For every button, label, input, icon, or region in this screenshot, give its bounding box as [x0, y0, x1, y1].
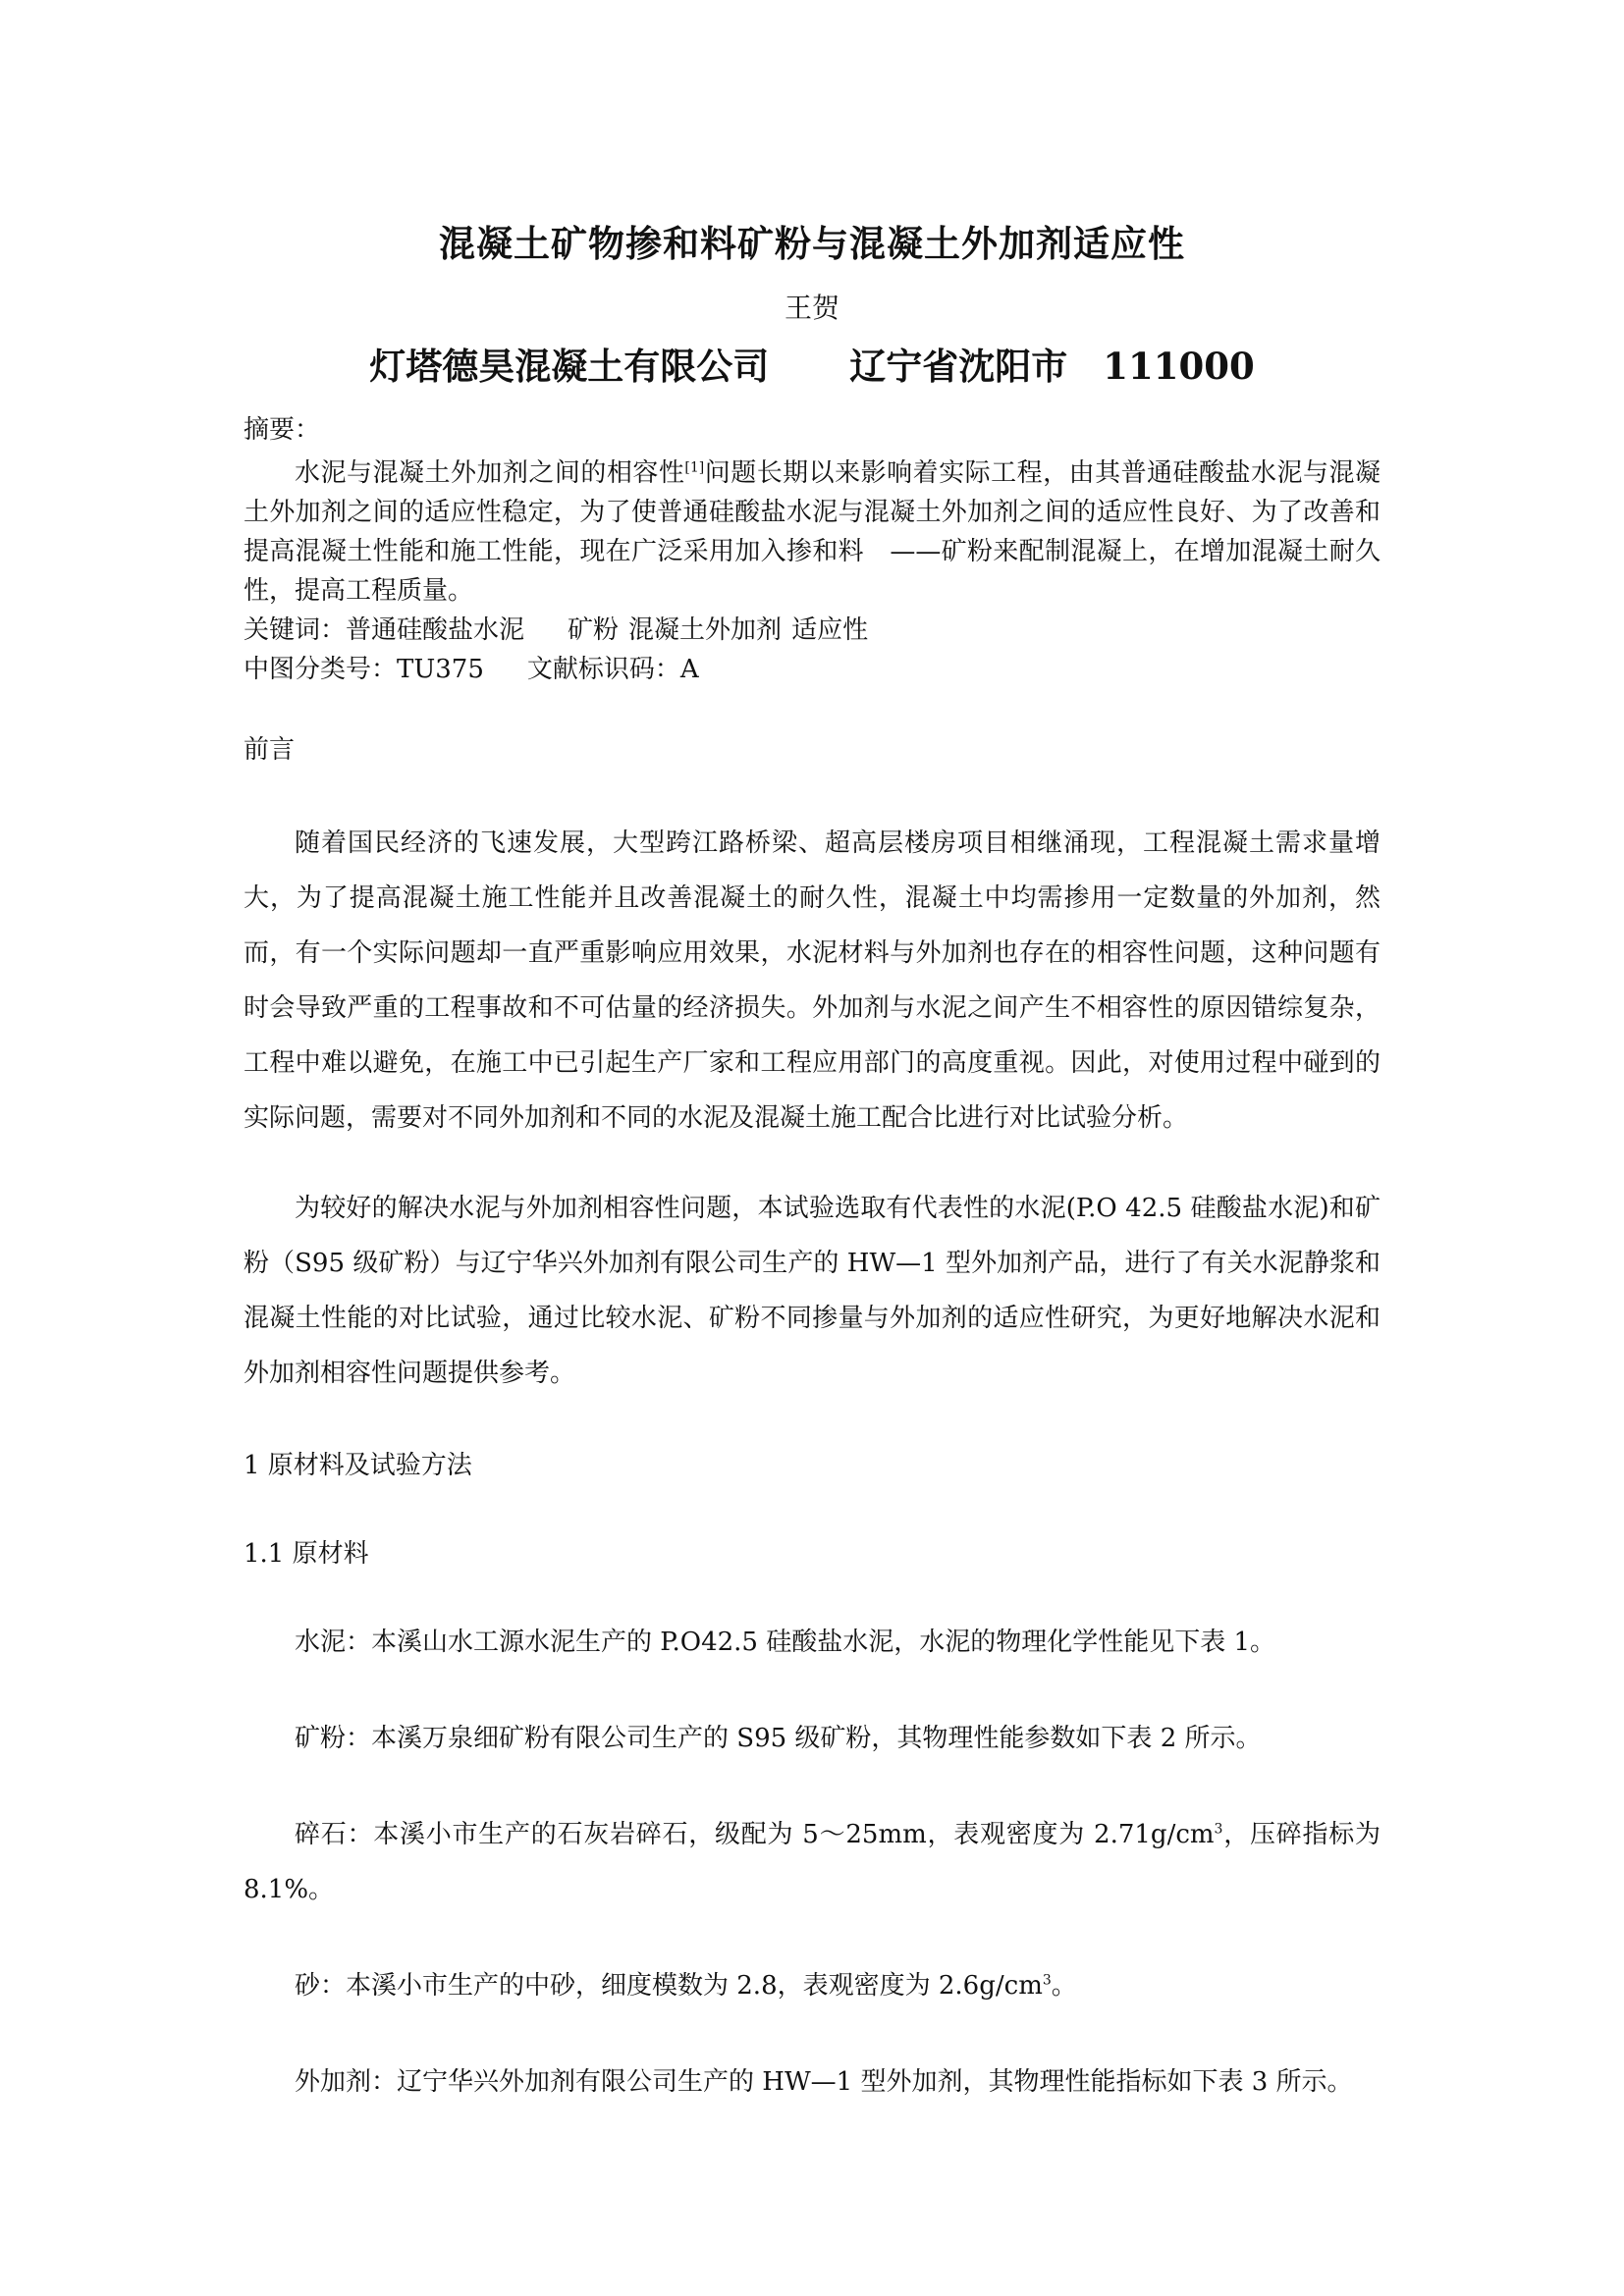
clc-value: TU375: [397, 655, 484, 684]
document-body: [244, 410, 1380, 2135]
keyword-4: 适应性: [791, 615, 869, 645]
doc-code-label: 文献标识码：: [526, 655, 680, 684]
abstract-text: [244, 454, 1380, 611]
keyword-3: 混凝土外加剂: [628, 615, 783, 645]
abstract-text-b: 问题长期以来影响着实际工程，由其普通硅酸盐水泥与混凝土外加剂之间的适应性稳定，为了使普通硅酸盐水泥与混凝土外加剂之间的适应性良好、为了改善和提高混凝土性能和施工性能，现在广泛采用加入掺和料 ——矿粉来配制混凝上，在增加混凝土耐久性，提高工程质量。: [244, 458, 1380, 606]
classification-line: [244, 650, 1380, 689]
section-1-heading: 1 原材料及试验方法: [244, 1451, 472, 1480]
paper-title: 混凝土矿物掺和料矿粉与混凝土外加剂适应性: [439, 222, 1185, 265]
abstract-text-a: 水泥与混凝土外加剂之间的相容性: [295, 458, 685, 488]
clc-label: 中图分类号：: [244, 655, 398, 684]
preface-paragraph-1: 随着国民经济的飞速发展，大型跨江路桥梁、超高层楼房项目相继涌现，工程混凝土需求量增大，为了提高混凝土施工性能并且改善混凝土的耐久性，混凝土中均需掺用一定数量的外加剂，然而，有一个实际问题却一直严重影响应用效果，水泥材料与外加剂也存在的相容性问题，这种问题有时会导致严重的工程事故和不可估量的经济损失。外加剂与水泥之间产生不相容性的原因错综复杂，工程中难以避免，在施工中已引起生产厂家和工程应用部门的高度重视。因此，对使用过程中碰到的实际问题，需要对不同外加剂和不同的水泥及混凝土施工配合比进行对比试验分析。: [244, 828, 1380, 1133]
material-cement: 水泥：本溪山水工源水泥生产的 P.O42.5 硅酸盐水泥，水泥的物理化学性能见下表 1。: [295, 1628, 1276, 1657]
gravel-text-b: ，压碎指标为 8.1%。: [244, 1820, 1380, 1904]
material-gravel: [244, 1807, 1380, 1917]
keywords-line: [244, 611, 1380, 650]
author-name: 王贺: [784, 292, 839, 324]
preface-paragraph-2: 为较好的解决水泥与外加剂相容性问题，本试验选取有代表性的水泥(P.O 42.5 硅酸盐水泥)和矿粉（S95 级矿粉）与辽宁华兴外加剂有限公司生产的 HW—1 型外加剂产品，进行了有关水泥静浆和混凝土性能的对比试验，通过比较水泥、矿粉不同掺量与外加剂的适应性研究，为更好地解决水泥和外加剂相容性问题提供参考。: [244, 1194, 1380, 1388]
citation-ref[interactable]: [1]: [684, 459, 705, 476]
material-sand: [244, 1958, 1380, 2013]
sand-text-a: 砂：本溪小市生产的中砂，细度模数为 2.8，表观密度为 2.6g/cm: [295, 1971, 1043, 2001]
section-1-1-heading: 1.1 原材料: [244, 1539, 369, 1569]
keyword-1: 普通硅酸盐水泥: [346, 615, 525, 645]
gravel-text-a: 碎石：本溪小市生产的石灰岩碎石，级配为 5～25mm，表观密度为 2.71g/cm: [295, 1820, 1215, 1849]
doc-code-value: A: [679, 655, 699, 684]
gravel-superscript: 3: [1214, 1821, 1223, 1838]
sand-text-b: 。: [1051, 1971, 1077, 2001]
affiliation-city: 辽宁省沈阳市: [849, 345, 1068, 388]
abstract-label: 摘要：: [244, 415, 321, 445]
material-slag: 矿粉：本溪万泉细矿粉有限公司生产的 S95 级矿粉，其物理性能参数如下表 2 所示。: [295, 1724, 1262, 1753]
preface-heading: 前言: [244, 735, 296, 765]
affiliation-zip: 111000: [1103, 345, 1255, 388]
keywords-label: 关键词：: [244, 615, 347, 645]
affiliation-company: 灯塔德昊混凝土有限公司: [369, 345, 770, 388]
affiliation: [0, 337, 1624, 390]
material-admixture: 外加剂：辽宁华兴外加剂有限公司生产的 HW—1 型外加剂，其物理性能指标如下表 3 所示。: [295, 2067, 1353, 2097]
sand-superscript: 3: [1042, 1972, 1052, 1989]
keyword-2: 矿粉: [568, 615, 620, 645]
